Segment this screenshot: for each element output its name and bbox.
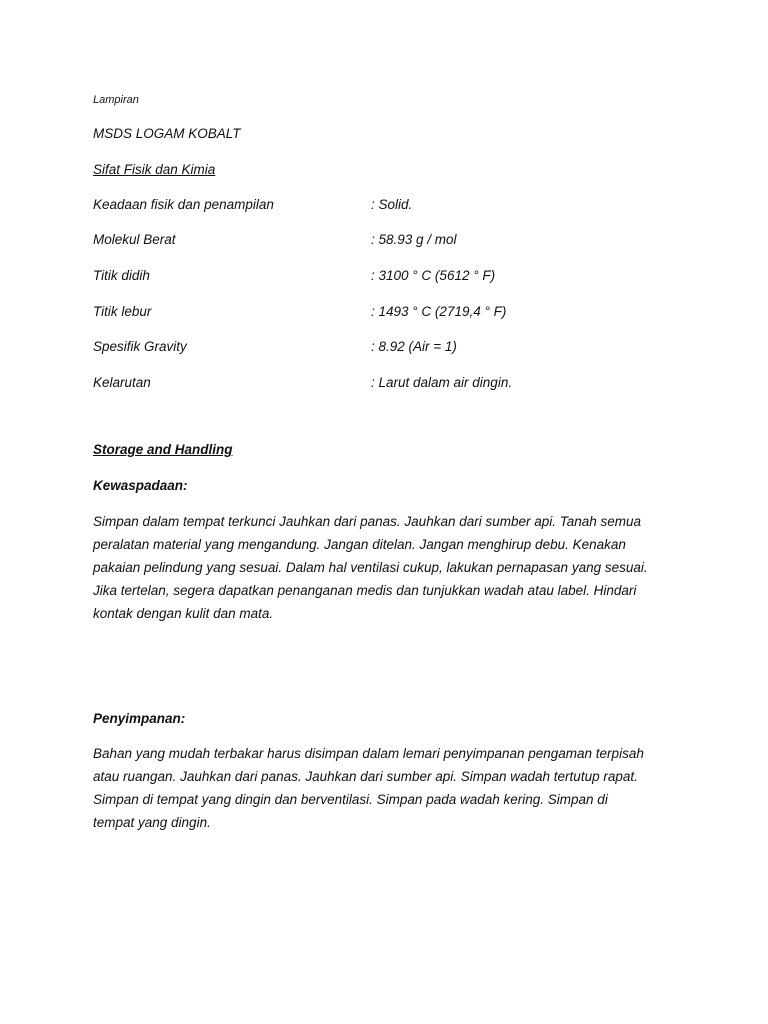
- paragraph-line: peralatan material yang mengandung. Jangan ditelan. Jangan menghirup debu. Kenakan: [93, 537, 626, 552]
- property-row: [93, 304, 693, 324]
- property-row: [93, 339, 693, 359]
- storage-heading: Penyimpanan:: [93, 711, 186, 726]
- property-value: : Larut dalam air dingin.: [371, 375, 513, 390]
- storage-paragraph: [93, 742, 693, 834]
- property-label: Titik lebur: [93, 304, 152, 319]
- property-row: [93, 268, 693, 288]
- property-value: : Solid.: [371, 197, 413, 212]
- storage-handling-heading: Storage and Handling: [93, 442, 233, 457]
- property-label: Spesifik Gravity: [93, 339, 187, 354]
- paragraph-line: Simpan di tempat yang dingin dan berventilasi. Simpan pada wadah kering. Simpan di: [93, 792, 608, 807]
- precaution-heading: Kewaspadaan:: [93, 478, 188, 493]
- physical-properties-heading: Sifat Fisik dan Kimia: [93, 162, 216, 177]
- property-label: Molekul Berat: [93, 232, 176, 247]
- document-title: MSDS LOGAM KOBALT: [93, 126, 241, 141]
- paragraph-line: kontak dengan kulit dan mata.: [93, 606, 274, 621]
- property-row: [93, 197, 693, 217]
- property-label: Titik didih: [93, 268, 150, 283]
- property-value: : 8.92 (Air = 1): [371, 339, 457, 354]
- precaution-paragraph: [93, 510, 693, 625]
- paragraph-line: tempat yang dingin.: [93, 815, 211, 830]
- property-row: [93, 232, 693, 252]
- property-label: Kelarutan: [93, 375, 151, 390]
- paragraph-line: Bahan yang mudah terbakar harus disimpan dalam lemari penyimpanan pengaman terpisah: [93, 746, 644, 761]
- property-value: : 3100 ° C (5612 ° F): [371, 268, 496, 283]
- property-value: : 58.93 g / mol: [371, 232, 457, 247]
- paragraph-line: Jika tertelan, segera dapatkan penanganan medis dan tunjukkan wadah atau label. Hindari: [93, 583, 637, 598]
- appendix-label: Lampiran: [93, 94, 139, 106]
- property-row: [93, 375, 693, 395]
- property-value: : 1493 ° C (2719,4 ° F): [371, 304, 507, 319]
- paragraph-line: pakaian pelindung yang sesuai. Dalam hal ventilasi cukup, lakukan pernapasan yang sesuai.: [93, 560, 648, 575]
- property-label: Keadaan fisik dan penampilan: [93, 197, 274, 212]
- paragraph-line: atau ruangan. Jauhkan dari panas. Jauhkan dari sumber api. Simpan wadah tertutup rapat.: [93, 769, 638, 784]
- paragraph-line: Simpan dalam tempat terkunci Jauhkan dari panas. Jauhkan dari sumber api. Tanah semua: [93, 514, 642, 529]
